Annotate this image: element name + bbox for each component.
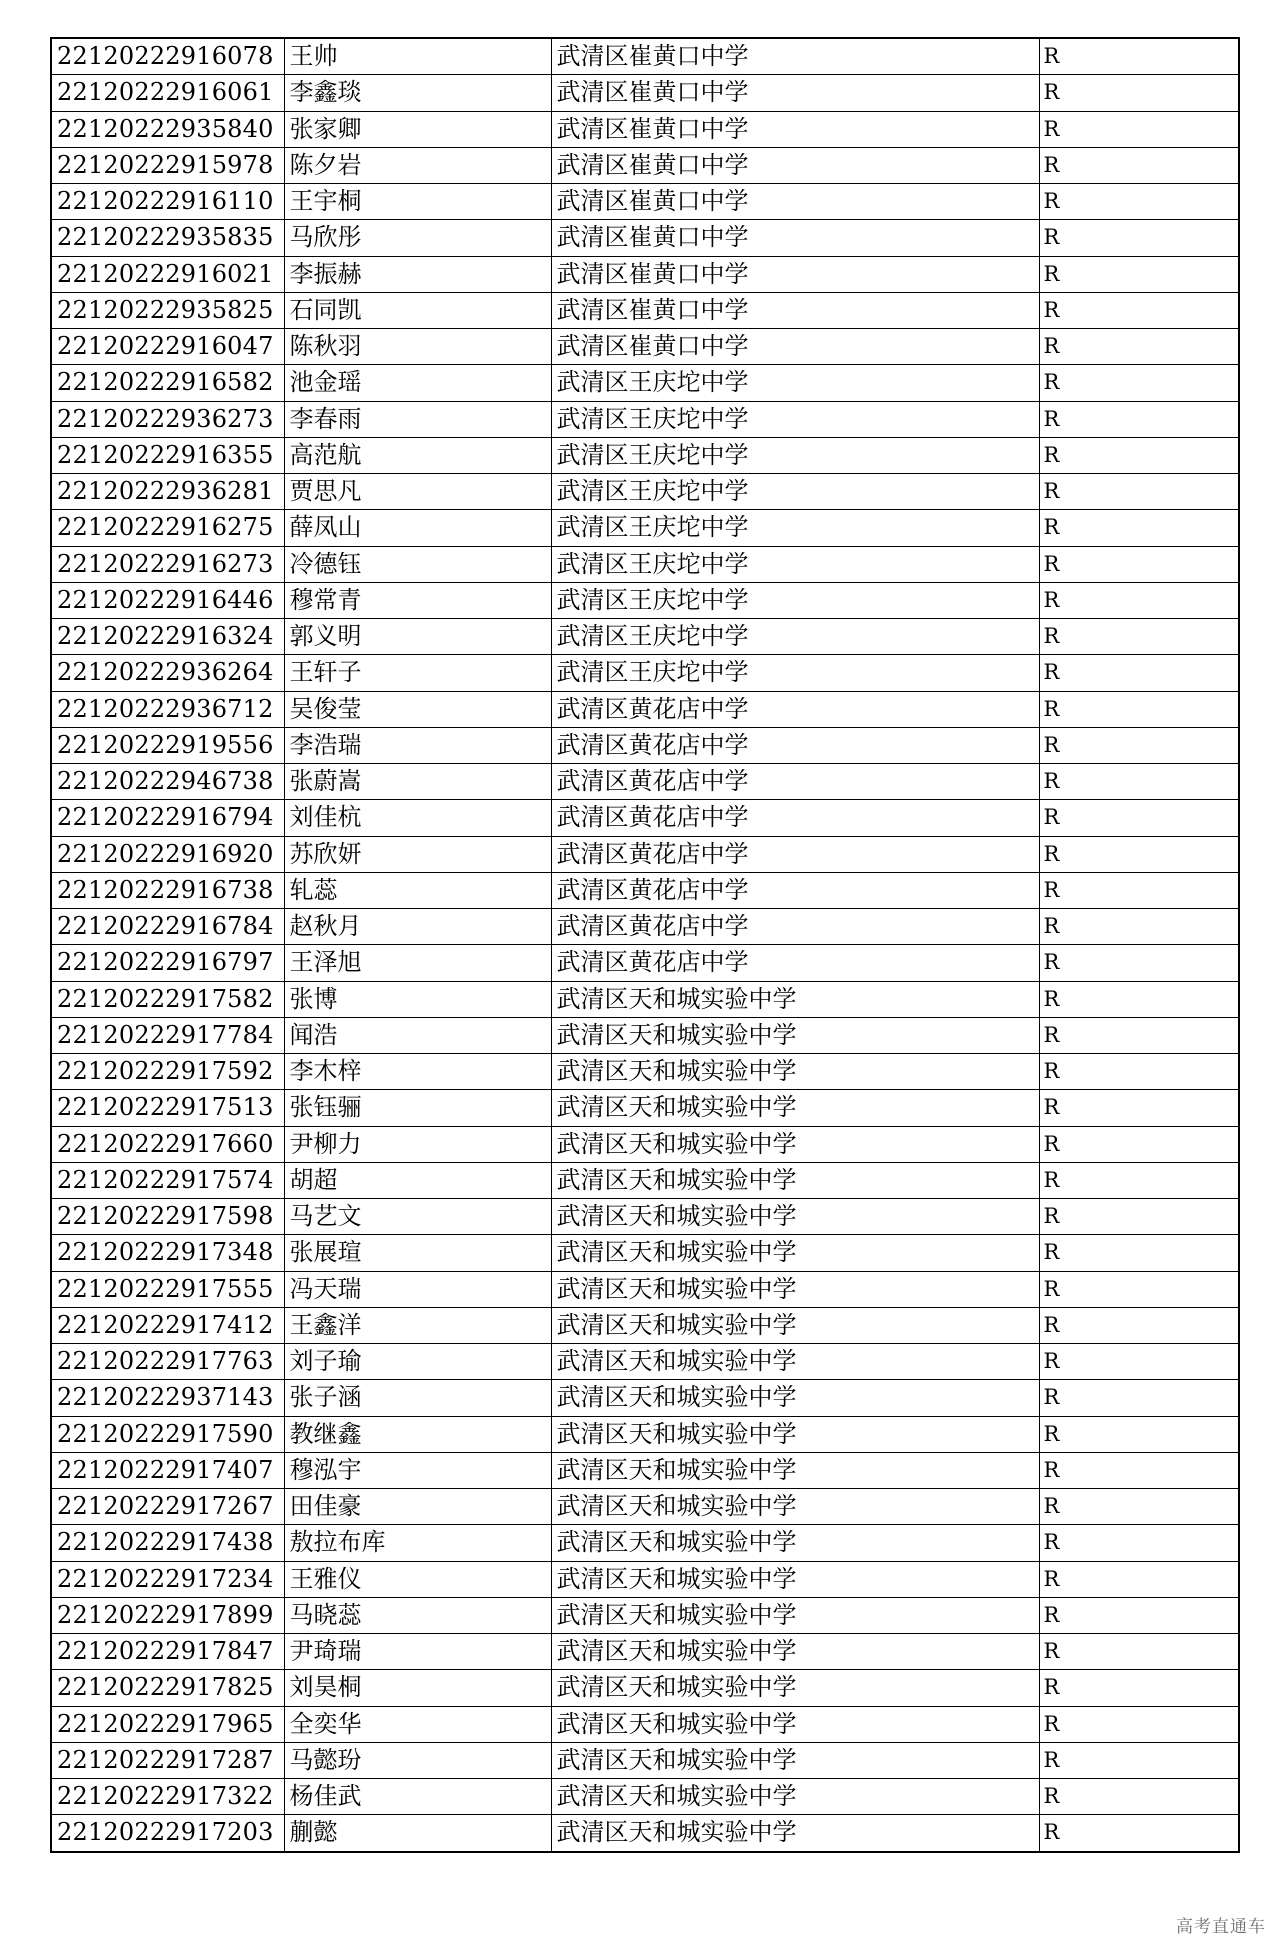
school-name-cell: 武清区天和城实验中学 [551, 1271, 1039, 1307]
school-name-cell: 武清区王庆坨中学 [551, 474, 1039, 510]
table-row [51, 655, 1239, 691]
grade-cell: R [1039, 691, 1239, 727]
grade-cell: R [1039, 800, 1239, 836]
exam-id-cell: 22120222915978 [51, 147, 284, 183]
student-name-cell: 张展瑄 [284, 1235, 551, 1271]
exam-id-cell: 22120222916794 [51, 800, 284, 836]
exam-id-cell: 22120222935825 [51, 292, 284, 328]
table-row [51, 909, 1239, 945]
grade-cell: R [1039, 38, 1239, 75]
grade-cell: R [1039, 1597, 1239, 1633]
grade-cell: R [1039, 836, 1239, 872]
grade-cell: R [1039, 401, 1239, 437]
grade-cell: R [1039, 256, 1239, 292]
grade-cell: R [1039, 655, 1239, 691]
student-name-cell: 王帅 [284, 38, 551, 75]
school-name-cell: 武清区天和城实验中学 [551, 1017, 1039, 1053]
school-name-cell: 武清区天和城实验中学 [551, 1525, 1039, 1561]
exam-id-cell: 22120222916275 [51, 510, 284, 546]
exam-id-cell: 22120222916582 [51, 365, 284, 401]
student-name-cell: 王泽旭 [284, 945, 551, 981]
school-name-cell: 武清区黄花店中学 [551, 727, 1039, 763]
school-name-cell: 武清区天和城实验中学 [551, 1489, 1039, 1525]
grade-cell: R [1039, 1126, 1239, 1162]
grade-cell: R [1039, 945, 1239, 981]
student-list-table [50, 37, 1240, 1853]
school-name-cell: 武清区天和城实验中学 [551, 1670, 1039, 1706]
grade-cell: R [1039, 292, 1239, 328]
student-name-cell: 张蔚嵩 [284, 764, 551, 800]
exam-id-cell: 22120222917598 [51, 1199, 284, 1235]
grade-cell: R [1039, 727, 1239, 763]
exam-id-cell: 22120222917582 [51, 981, 284, 1017]
table-row [51, 1416, 1239, 1452]
grade-cell: R [1039, 981, 1239, 1017]
student-name-cell: 马晓蕊 [284, 1597, 551, 1633]
school-name-cell: 武清区天和城实验中学 [551, 1162, 1039, 1198]
exam-id-cell: 22120222917825 [51, 1670, 284, 1706]
school-name-cell: 武清区王庆坨中学 [551, 401, 1039, 437]
table-row [51, 365, 1239, 401]
exam-id-cell: 22120222917348 [51, 1235, 284, 1271]
school-name-cell: 武清区崔黄口中学 [551, 75, 1039, 111]
table-row [51, 945, 1239, 981]
student-name-cell: 李木梓 [284, 1054, 551, 1090]
exam-id-cell: 22120222919556 [51, 727, 284, 763]
grade-cell: R [1039, 546, 1239, 582]
student-name-cell: 全奕华 [284, 1706, 551, 1742]
student-name-cell: 王雅仪 [284, 1561, 551, 1597]
school-name-cell: 武清区崔黄口中学 [551, 147, 1039, 183]
table-row [51, 764, 1239, 800]
student-name-cell: 李鑫琰 [284, 75, 551, 111]
table-row [51, 836, 1239, 872]
table-row [51, 727, 1239, 763]
table-row [51, 329, 1239, 365]
student-name-cell: 闻浩 [284, 1017, 551, 1053]
table-row [51, 1525, 1239, 1561]
student-name-cell: 胡超 [284, 1162, 551, 1198]
table-row [51, 220, 1239, 256]
table-row [51, 38, 1239, 75]
school-name-cell: 武清区王庆坨中学 [551, 510, 1039, 546]
grade-cell: R [1039, 1452, 1239, 1488]
exam-id-cell: 22120222917590 [51, 1416, 284, 1452]
grade-cell: R [1039, 1815, 1239, 1852]
school-name-cell: 武清区崔黄口中学 [551, 329, 1039, 365]
student-name-cell: 张子涵 [284, 1380, 551, 1416]
school-name-cell: 武清区天和城实验中学 [551, 1054, 1039, 1090]
student-name-cell: 石同凯 [284, 292, 551, 328]
student-name-cell: 陈秋羽 [284, 329, 551, 365]
grade-cell: R [1039, 582, 1239, 618]
grade-cell: R [1039, 1670, 1239, 1706]
school-name-cell: 武清区黄花店中学 [551, 872, 1039, 908]
exam-id-cell: 22120222917847 [51, 1634, 284, 1670]
exam-id-cell: 22120222936264 [51, 655, 284, 691]
exam-id-cell: 22120222916324 [51, 619, 284, 655]
table-row [51, 800, 1239, 836]
table-row [51, 1597, 1239, 1633]
school-name-cell: 武清区崔黄口中学 [551, 111, 1039, 147]
exam-id-cell: 22120222937143 [51, 1380, 284, 1416]
exam-id-cell: 22120222917287 [51, 1742, 284, 1778]
table-row [51, 1452, 1239, 1488]
exam-id-cell: 22120222917203 [51, 1815, 284, 1852]
grade-cell: R [1039, 1380, 1239, 1416]
grade-cell: R [1039, 1017, 1239, 1053]
grade-cell: R [1039, 1525, 1239, 1561]
table-row [51, 1779, 1239, 1815]
exam-id-cell: 22120222917407 [51, 1452, 284, 1488]
exam-id-cell: 22120222936273 [51, 401, 284, 437]
exam-id-cell: 22120222935835 [51, 220, 284, 256]
grade-cell: R [1039, 619, 1239, 655]
student-name-cell: 田佳豪 [284, 1489, 551, 1525]
student-name-cell: 赵秋月 [284, 909, 551, 945]
grade-cell: R [1039, 510, 1239, 546]
student-name-cell: 吴俊莹 [284, 691, 551, 727]
school-name-cell: 武清区天和城实验中学 [551, 1235, 1039, 1271]
exam-id-cell: 22120222936281 [51, 474, 284, 510]
table-row [51, 1054, 1239, 1090]
grade-cell: R [1039, 111, 1239, 147]
table-row [51, 1090, 1239, 1126]
table-row [51, 437, 1239, 473]
school-name-cell: 武清区黄花店中学 [551, 800, 1039, 836]
student-name-cell: 张博 [284, 981, 551, 1017]
table-row [51, 1126, 1239, 1162]
table-row [51, 1017, 1239, 1053]
grade-cell: R [1039, 75, 1239, 111]
grade-cell: R [1039, 872, 1239, 908]
exam-id-cell: 22120222916355 [51, 437, 284, 473]
school-name-cell: 武清区天和城实验中学 [551, 1561, 1039, 1597]
grade-cell: R [1039, 220, 1239, 256]
exam-id-cell: 22120222916047 [51, 329, 284, 365]
student-name-cell: 马艺文 [284, 1199, 551, 1235]
student-name-cell: 马欣彤 [284, 220, 551, 256]
student-name-cell: 刘昊桐 [284, 1670, 551, 1706]
grade-cell: R [1039, 1634, 1239, 1670]
exam-id-cell: 22120222917412 [51, 1307, 284, 1343]
exam-id-cell: 22120222916078 [51, 38, 284, 75]
exam-id-cell: 22120222917513 [51, 1090, 284, 1126]
grade-cell: R [1039, 437, 1239, 473]
school-name-cell: 武清区天和城实验中学 [551, 1199, 1039, 1235]
table-row [51, 401, 1239, 437]
table-row [51, 1489, 1239, 1525]
school-name-cell: 武清区天和城实验中学 [551, 981, 1039, 1017]
grade-cell: R [1039, 1706, 1239, 1742]
table-row [51, 474, 1239, 510]
table-row [51, 1634, 1239, 1670]
table-row [51, 75, 1239, 111]
student-name-cell: 教继鑫 [284, 1416, 551, 1452]
grade-cell: R [1039, 184, 1239, 220]
student-name-cell: 李振赫 [284, 256, 551, 292]
exam-id-cell: 22120222917322 [51, 1779, 284, 1815]
school-name-cell: 武清区天和城实验中学 [551, 1815, 1039, 1852]
exam-id-cell: 22120222917965 [51, 1706, 284, 1742]
school-name-cell: 武清区天和城实验中学 [551, 1742, 1039, 1778]
student-name-cell: 苏欣妍 [284, 836, 551, 872]
student-name-cell: 贾思凡 [284, 474, 551, 510]
school-name-cell: 武清区王庆坨中学 [551, 437, 1039, 473]
exam-id-cell: 22120222916784 [51, 909, 284, 945]
student-name-cell: 杨佳武 [284, 1779, 551, 1815]
table-row [51, 1271, 1239, 1307]
school-name-cell: 武清区天和城实验中学 [551, 1452, 1039, 1488]
school-name-cell: 武清区天和城实验中学 [551, 1344, 1039, 1380]
student-name-cell: 穆常青 [284, 582, 551, 618]
student-name-cell: 张家卿 [284, 111, 551, 147]
exam-id-cell: 22120222917660 [51, 1126, 284, 1162]
student-name-cell: 王轩子 [284, 655, 551, 691]
exam-id-cell: 22120222917763 [51, 1344, 284, 1380]
table-row [51, 582, 1239, 618]
table-row [51, 1706, 1239, 1742]
student-name-cell: 刘佳杭 [284, 800, 551, 836]
exam-id-cell: 22120222916110 [51, 184, 284, 220]
grade-cell: R [1039, 1742, 1239, 1778]
exam-id-cell: 22120222917574 [51, 1162, 284, 1198]
exam-id-cell: 22120222916738 [51, 872, 284, 908]
student-name-cell: 陈夕岩 [284, 147, 551, 183]
table-row [51, 1670, 1239, 1706]
student-name-cell: 马懿玢 [284, 1742, 551, 1778]
student-name-cell: 薛凤山 [284, 510, 551, 546]
table-row [51, 619, 1239, 655]
school-name-cell: 武清区天和城实验中学 [551, 1126, 1039, 1162]
student-name-cell: 张钰骊 [284, 1090, 551, 1126]
grade-cell: R [1039, 1162, 1239, 1198]
school-name-cell: 武清区王庆坨中学 [551, 655, 1039, 691]
exam-id-cell: 22120222946738 [51, 764, 284, 800]
school-name-cell: 武清区崔黄口中学 [551, 184, 1039, 220]
table-row [51, 184, 1239, 220]
table-row [51, 1307, 1239, 1343]
grade-cell: R [1039, 1307, 1239, 1343]
table-row [51, 510, 1239, 546]
grade-cell: R [1039, 365, 1239, 401]
school-name-cell: 武清区黄花店中学 [551, 691, 1039, 727]
exam-id-cell: 22120222917438 [51, 1525, 284, 1561]
student-name-cell: 尹柳力 [284, 1126, 551, 1162]
school-name-cell: 武清区天和城实验中学 [551, 1307, 1039, 1343]
school-name-cell: 武清区黄花店中学 [551, 909, 1039, 945]
student-name-cell: 刘子瑜 [284, 1344, 551, 1380]
student-name-cell: 王宇桐 [284, 184, 551, 220]
exam-id-cell: 22120222917555 [51, 1271, 284, 1307]
student-name-cell: 王鑫洋 [284, 1307, 551, 1343]
school-name-cell: 武清区王庆坨中学 [551, 546, 1039, 582]
school-name-cell: 武清区崔黄口中学 [551, 292, 1039, 328]
exam-id-cell: 22120222916061 [51, 75, 284, 111]
grade-cell: R [1039, 1199, 1239, 1235]
grade-cell: R [1039, 1271, 1239, 1307]
exam-id-cell: 22120222935840 [51, 111, 284, 147]
school-name-cell: 武清区黄花店中学 [551, 836, 1039, 872]
exam-id-cell: 22120222936712 [51, 691, 284, 727]
table-row [51, 1162, 1239, 1198]
exam-id-cell: 22120222916920 [51, 836, 284, 872]
exam-id-cell: 22120222917267 [51, 1489, 284, 1525]
table-row [51, 1380, 1239, 1416]
grade-cell: R [1039, 329, 1239, 365]
school-name-cell: 武清区黄花店中学 [551, 764, 1039, 800]
exam-id-cell: 22120222917592 [51, 1054, 284, 1090]
table-row [51, 1742, 1239, 1778]
table-row [51, 981, 1239, 1017]
student-name-cell: 穆泓宇 [284, 1452, 551, 1488]
school-name-cell: 武清区黄花店中学 [551, 945, 1039, 981]
grade-cell: R [1039, 1416, 1239, 1452]
table-row [51, 147, 1239, 183]
grade-cell: R [1039, 1344, 1239, 1380]
table-row [51, 256, 1239, 292]
grade-cell: R [1039, 1779, 1239, 1815]
student-name-cell: 轧蕊 [284, 872, 551, 908]
exam-id-cell: 22120222917784 [51, 1017, 284, 1053]
grade-cell: R [1039, 1054, 1239, 1090]
school-name-cell: 武清区天和城实验中学 [551, 1090, 1039, 1126]
grade-cell: R [1039, 147, 1239, 183]
school-name-cell: 武清区天和城实验中学 [551, 1779, 1039, 1815]
student-name-cell: 敖拉布库 [284, 1525, 551, 1561]
exam-id-cell: 22120222916021 [51, 256, 284, 292]
school-name-cell: 武清区崔黄口中学 [551, 256, 1039, 292]
school-name-cell: 武清区崔黄口中学 [551, 38, 1039, 75]
grade-cell: R [1039, 764, 1239, 800]
school-name-cell: 武清区天和城实验中学 [551, 1597, 1039, 1633]
table-row [51, 872, 1239, 908]
grade-cell: R [1039, 1489, 1239, 1525]
student-name-cell: 高范航 [284, 437, 551, 473]
table-row [51, 111, 1239, 147]
school-name-cell: 武清区天和城实验中学 [551, 1634, 1039, 1670]
student-name-cell: 冯天瑞 [284, 1271, 551, 1307]
school-name-cell: 武清区王庆坨中学 [551, 619, 1039, 655]
exam-id-cell: 22120222916797 [51, 945, 284, 981]
school-name-cell: 武清区天和城实验中学 [551, 1380, 1039, 1416]
student-list-body [51, 38, 1239, 1852]
table-row [51, 1235, 1239, 1271]
student-name-cell: 郭义明 [284, 619, 551, 655]
school-name-cell: 武清区王庆坨中学 [551, 582, 1039, 618]
grade-cell: R [1039, 474, 1239, 510]
student-name-cell: 冷德钰 [284, 546, 551, 582]
grade-cell: R [1039, 1090, 1239, 1126]
exam-id-cell: 22120222917899 [51, 1597, 284, 1633]
table-row [51, 1199, 1239, 1235]
student-name-cell: 池金瑶 [284, 365, 551, 401]
school-name-cell: 武清区王庆坨中学 [551, 365, 1039, 401]
grade-cell: R [1039, 909, 1239, 945]
student-name-cell: 蒯懿 [284, 1815, 551, 1852]
school-name-cell: 武清区天和城实验中学 [551, 1416, 1039, 1452]
exam-id-cell: 22120222916273 [51, 546, 284, 582]
grade-cell: R [1039, 1235, 1239, 1271]
student-name-cell: 李春雨 [284, 401, 551, 437]
table-row [51, 1344, 1239, 1380]
table-row [51, 292, 1239, 328]
student-name-cell: 尹琦瑞 [284, 1634, 551, 1670]
grade-cell: R [1039, 1561, 1239, 1597]
table-row [51, 546, 1239, 582]
exam-id-cell: 22120222916446 [51, 582, 284, 618]
table-row [51, 691, 1239, 727]
table-row [51, 1561, 1239, 1597]
exam-id-cell: 22120222917234 [51, 1561, 284, 1597]
student-name-cell: 李浩瑞 [284, 727, 551, 763]
school-name-cell: 武清区崔黄口中学 [551, 220, 1039, 256]
school-name-cell: 武清区天和城实验中学 [551, 1706, 1039, 1742]
table-row [51, 1815, 1239, 1852]
watermark-text: 高考直通车 [1176, 1917, 1266, 1937]
